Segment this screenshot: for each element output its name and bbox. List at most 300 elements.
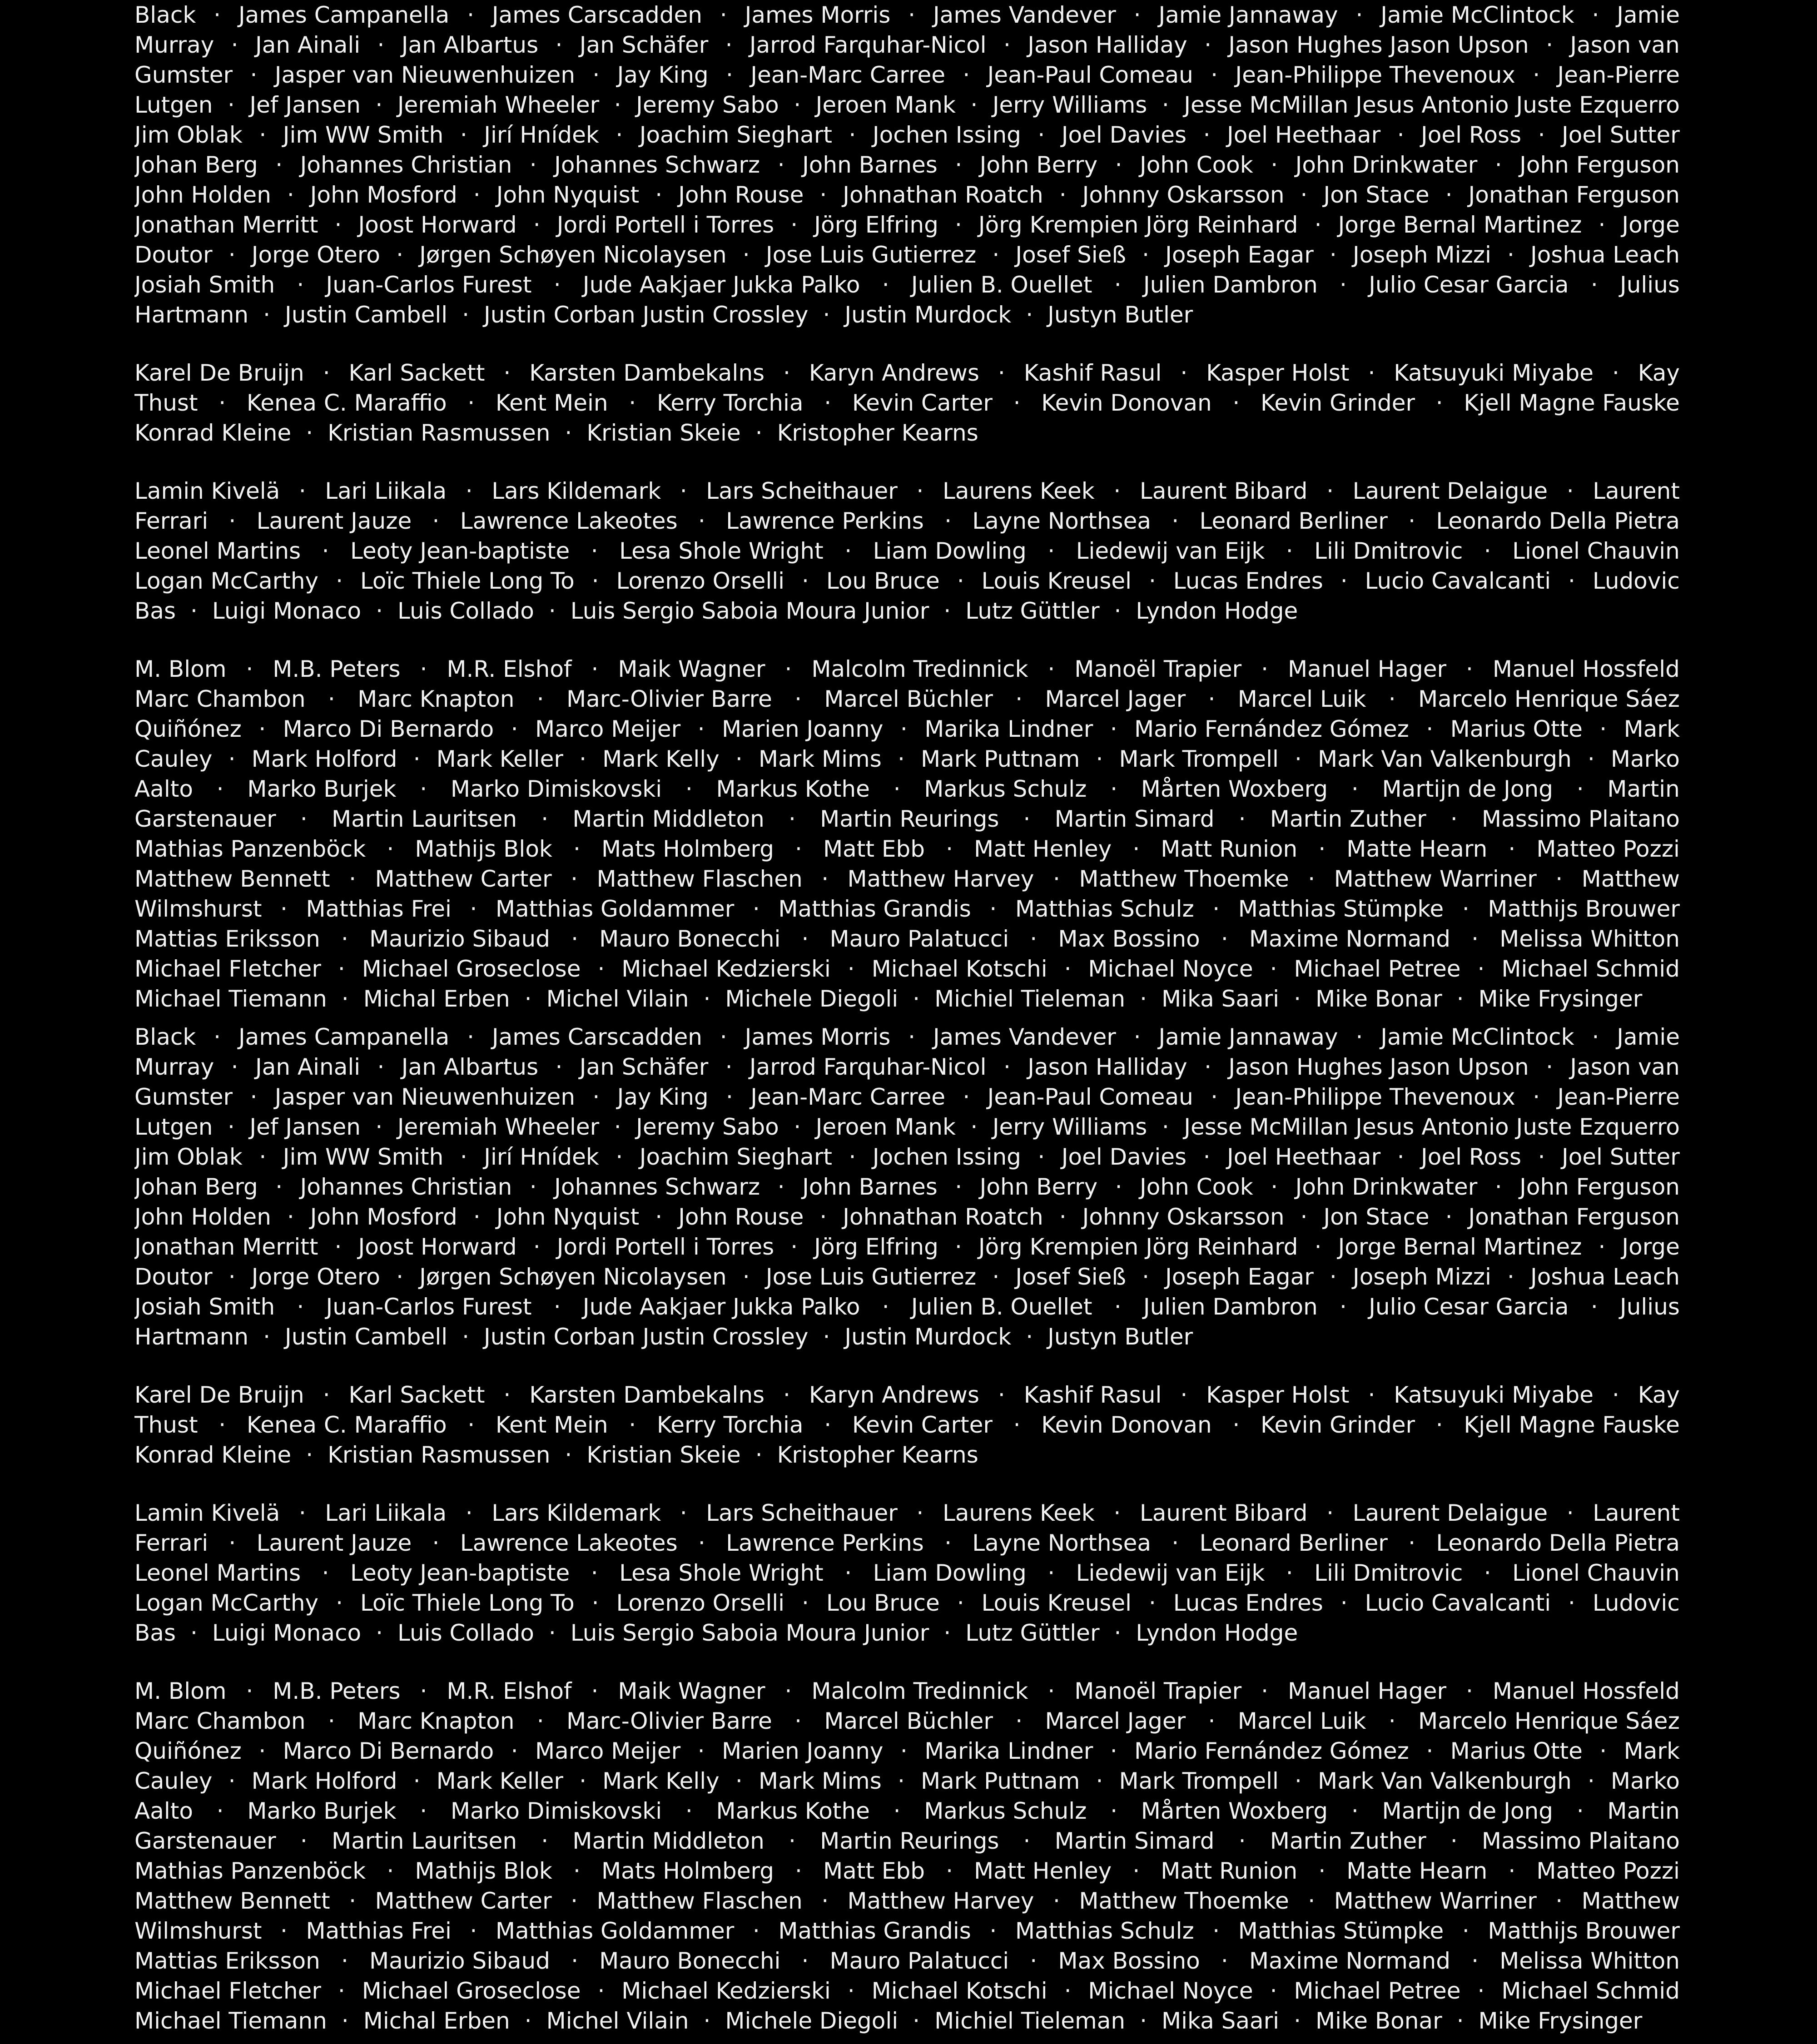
contributor-name: Lawrence Lakeotes — [460, 1530, 678, 1556]
separator-dot: · — [467, 390, 475, 416]
contributor-name: Mark Holford — [251, 746, 397, 772]
contributor-name: Jonathan Ferguson — [1468, 182, 1680, 208]
separator-dot: · — [1271, 1174, 1278, 1200]
contributor-name: Hartmann — [134, 1324, 249, 1350]
contributor-name: Katsuyuki Miyabe — [1394, 1382, 1594, 1408]
separator-dot: · — [916, 1500, 924, 1526]
contributor-name: Justin Corban Justin Crossley — [484, 302, 809, 328]
credits-line — [134, 388, 1680, 418]
contributor-name: Bas — [134, 598, 176, 624]
contributor-name: Ferrari — [134, 1530, 209, 1556]
contributor-name: Bas — [134, 1620, 176, 1646]
contributor-name: Mark Keller — [436, 746, 563, 772]
contributor-name: Lucas Endres — [1173, 1590, 1323, 1616]
separator-dot: · — [263, 302, 271, 328]
separator-dot: · — [1566, 478, 1574, 504]
contributor-name: Kjell Magne Fauske — [1464, 1412, 1680, 1438]
contributor-name: Lars Kildemark — [491, 478, 661, 504]
contributor-name: Justin Murdock — [844, 1324, 1012, 1350]
credits-line — [134, 1232, 1680, 1262]
contributor-name: Martin Reurings — [820, 806, 999, 832]
separator-dot: · — [579, 746, 586, 772]
credits-line — [134, 1052, 1680, 1082]
contributor-name: Mark Holford — [251, 1768, 397, 1794]
credits-roll-upper — [134, 0, 1680, 1022]
contributor-name: Marcel Luik — [1237, 686, 1366, 712]
contributor-name: Leonardo Della Pietra — [1436, 508, 1680, 534]
contributor-name: Marika Lindner — [924, 716, 1093, 742]
contributor-name: Jörg Elfring — [814, 1234, 938, 1260]
section-spacer — [134, 1470, 1680, 1498]
contributor-name: Julius — [1619, 1294, 1680, 1320]
separator-dot: · — [1211, 1084, 1218, 1110]
credits-line — [134, 924, 1680, 954]
contributor-name: Michael Schmid — [1501, 1978, 1680, 2004]
contributor-name: Matthew — [1581, 1888, 1680, 1914]
contributor-name: Johnny Oskarsson — [1082, 182, 1285, 208]
separator-dot: · — [1203, 1144, 1211, 1170]
credits-line — [134, 1736, 1680, 1766]
contributor-name: M.R. Elshof — [447, 656, 572, 682]
separator-dot: · — [1003, 32, 1011, 58]
separator-dot: · — [1211, 62, 1218, 88]
separator-dot: · — [1142, 242, 1149, 268]
contributor-name: Marko Dimiskovski — [450, 1798, 662, 1824]
contributor-name: Manoël Trapier — [1074, 656, 1242, 682]
contributor-name: Jean-Pierre — [1557, 62, 1680, 88]
separator-dot: · — [1598, 212, 1606, 238]
credits-line — [134, 1410, 1680, 1440]
separator-dot: · — [1261, 1678, 1269, 1704]
credits-line — [134, 476, 1680, 506]
contributor-name: Mario Fernández Gómez — [1134, 716, 1409, 742]
contributor-name: Mathijs Blok — [415, 836, 552, 862]
separator-dot: · — [1295, 1768, 1302, 1794]
contributor-name: Michael Groseclose — [362, 1978, 581, 2004]
separator-dot: · — [287, 182, 294, 208]
separator-dot: · — [893, 776, 901, 802]
separator-dot: · — [1494, 1174, 1502, 1200]
contributor-name: Kerry Torchia — [656, 390, 804, 416]
separator-dot: · — [1110, 776, 1118, 802]
contributor-name: Loïc Thiele Long To — [360, 568, 575, 594]
contributor-name: Kay — [1638, 360, 1680, 386]
contributor-name: Cauley — [134, 1768, 213, 1794]
separator-dot: · — [323, 360, 330, 386]
contributor-name: Luis Sergio Saboia Moura Junior — [570, 1620, 929, 1646]
separator-dot: · — [1368, 360, 1375, 386]
separator-dot: · — [1477, 956, 1485, 982]
contributor-name: Maik Wagner — [618, 656, 765, 682]
separator-dot: · — [697, 716, 705, 742]
contributor-name: Jesse McMillan Jesus Antonio Juste Ezquerro — [1184, 1114, 1680, 1140]
separator-dot: · — [1314, 212, 1322, 238]
contributor-name: Mårten Woxberg — [1141, 776, 1328, 802]
contributor-name: Lutgen — [134, 92, 213, 118]
contributor-name: Mathias Panzenböck — [134, 1858, 366, 1884]
contributor-name: Jose Luis Gutierrez — [765, 242, 977, 268]
contributor-name: Josef Sieß — [1015, 242, 1126, 268]
separator-dot: · — [462, 302, 470, 328]
separator-dot: · — [954, 212, 962, 238]
contributor-name: Maxime Normand — [1249, 926, 1450, 952]
contributor-name: Kenea C. Maraffio — [246, 1412, 447, 1438]
separator-dot: · — [795, 836, 802, 862]
credits-line — [134, 1588, 1680, 1618]
contributor-name: Jasper van Nieuwenhuizen — [274, 1084, 576, 1110]
contributor-name: Michael Schmid — [1501, 956, 1680, 982]
contributor-name: Matthew Warriner — [1334, 1888, 1537, 1914]
contributor-name: Joel Ross — [1421, 1144, 1522, 1170]
contributor-name: Lou Bruce — [826, 568, 940, 594]
separator-dot: · — [1507, 1264, 1514, 1290]
separator-dot: · — [571, 1888, 578, 1914]
separator-dot: · — [1113, 478, 1121, 504]
contributor-name: Martin Lauritsen — [331, 806, 517, 832]
contributor-name: Matt Henley — [974, 1858, 1112, 1884]
separator-dot: · — [1587, 746, 1595, 772]
contributor-name: Marien Joanny — [721, 1738, 884, 1764]
contributor-name: Ludovic — [1592, 568, 1680, 594]
contributor-name: Michiel Tieleman — [934, 986, 1126, 1012]
contributor-name: Mark Puttnam — [920, 746, 1080, 772]
contributor-name: Julio Cesar Garcia — [1369, 1294, 1569, 1320]
contributor-name: Matthew Carter — [375, 1888, 552, 1914]
contributor-name: Jorge Bernal Martinez — [1338, 1234, 1582, 1260]
contributor-name: Marcel Büchler — [824, 1708, 993, 1734]
credits-line — [134, 596, 1680, 626]
contributor-name: Matt Runion — [1161, 836, 1298, 862]
contributor-name: Jochen Issing — [872, 1144, 1021, 1170]
separator-dot: · — [592, 1084, 600, 1110]
separator-dot: · — [1132, 1858, 1140, 1884]
separator-dot: · — [597, 1978, 605, 2004]
separator-dot: · — [629, 390, 636, 416]
contributor-name: Lucas Endres — [1173, 568, 1323, 594]
separator-dot: · — [1114, 1620, 1122, 1646]
contributor-name: Martin Simard — [1054, 1828, 1215, 1854]
separator-dot: · — [228, 1264, 236, 1290]
separator-dot: · — [1052, 866, 1060, 892]
contributor-name: Matthew Bennett — [134, 1888, 330, 1914]
separator-dot: · — [944, 508, 952, 534]
contributor-name: Jean-Pierre — [1557, 1084, 1680, 1110]
separator-dot: · — [955, 152, 963, 178]
contributor-name: Joel Sutter — [1561, 122, 1680, 148]
contributor-name: Jan Schäfer — [579, 32, 709, 58]
separator-dot: · — [1110, 1798, 1118, 1824]
contributor-name: James Vandever — [933, 2, 1116, 28]
separator-dot: · — [597, 956, 605, 982]
contributor-name: Michel Vilain — [546, 2008, 689, 2034]
credits-line — [134, 1976, 1680, 2006]
separator-dot: · — [190, 1620, 198, 1646]
contributor-name: Matthias Frei — [306, 896, 452, 922]
contributor-name: Michael Groseclose — [362, 956, 581, 982]
separator-dot: · — [338, 1978, 345, 2004]
separator-dot: · — [989, 896, 997, 922]
contributor-name: Jorge — [1622, 212, 1680, 238]
separator-dot: · — [614, 1114, 621, 1140]
separator-dot: · — [1026, 1324, 1033, 1350]
contributor-name: Luis Collado — [397, 1620, 534, 1646]
separator-dot: · — [328, 1708, 335, 1734]
contributor-name: Justin Corban Justin Crossley — [484, 1324, 809, 1350]
separator-dot: · — [460, 1144, 467, 1170]
separator-dot: · — [1576, 776, 1584, 802]
contributor-name: Marcel Jager — [1045, 686, 1186, 712]
contributor-name: Michael Noyce — [1088, 956, 1253, 982]
separator-dot: · — [821, 866, 829, 892]
contributor-name: Mika Saari — [1161, 2008, 1280, 2034]
contributor-name: Jan Ainali — [255, 32, 361, 58]
contributor-name: Jorge — [1622, 1234, 1680, 1260]
separator-dot: · — [300, 806, 308, 832]
separator-dot: · — [784, 1678, 792, 1704]
contributor-name: Juan-Carlos Furest — [326, 1294, 532, 1320]
separator-dot: · — [1208, 1708, 1216, 1734]
contributor-name: Gumster — [134, 1084, 233, 1110]
credits-line — [134, 1706, 1680, 1736]
separator-dot: · — [228, 1768, 236, 1794]
contributor-name: Lars Scheithauer — [706, 1500, 898, 1526]
separator-dot: · — [1064, 956, 1072, 982]
separator-dot: · — [1142, 1264, 1149, 1290]
contributor-name: Mark Puttnam — [920, 1768, 1080, 1794]
separator-dot: · — [259, 1144, 267, 1170]
separator-dot: · — [1340, 272, 1347, 298]
separator-dot: · — [1064, 1978, 1072, 2004]
separator-dot: · — [228, 1530, 236, 1556]
separator-dot: · — [916, 478, 924, 504]
credits-line — [134, 1292, 1680, 1322]
separator-dot: · — [190, 598, 198, 624]
separator-dot: · — [258, 716, 266, 742]
contributor-name: Matthew Bennett — [134, 866, 330, 892]
separator-dot: · — [1300, 182, 1308, 208]
contributor-name: Murray — [134, 1054, 214, 1080]
contributor-name: Matthias Goldammer — [495, 896, 735, 922]
credits-line — [134, 1558, 1680, 1588]
contributor-name: Michael Tiemann — [134, 2008, 327, 2034]
separator-dot: · — [420, 1678, 427, 1704]
contributor-name: Lawrence Perkins — [726, 508, 924, 534]
separator-dot: · — [1114, 272, 1122, 298]
contributor-name: Mike Bonar — [1315, 2008, 1442, 2034]
contributor-name: Leoty Jean-baptiste — [350, 1560, 570, 1586]
separator-dot: · — [680, 1500, 687, 1526]
contributor-name: Michael Petree — [1294, 1978, 1461, 2004]
contributor-name: Kerry Torchia — [656, 1412, 804, 1438]
credits-line — [134, 1322, 1680, 1352]
contributor-name: James Campanella — [238, 1024, 450, 1050]
separator-dot: · — [1426, 1738, 1434, 1764]
contributor-name: Mats Holmberg — [601, 836, 774, 862]
contributor-name: Mike Frysinger — [1478, 2008, 1643, 2034]
contributor-name: Jonathan Merritt — [134, 1234, 318, 1260]
credits-line — [134, 1916, 1680, 1946]
separator-dot: · — [725, 1054, 733, 1080]
credits-line — [134, 1618, 1680, 1648]
contributor-name: Black — [134, 2, 196, 28]
contributor-name: Markus Schulz — [924, 1798, 1087, 1824]
contributor-name: Jan Ainali — [255, 1054, 361, 1080]
contributor-name: Jason Halliday — [1028, 1054, 1187, 1080]
separator-dot: · — [1308, 1888, 1316, 1914]
contributor-name: Karsten Dambekalns — [529, 360, 765, 386]
contributor-name: Jim Oblak — [134, 122, 243, 148]
separator-dot: · — [573, 1858, 581, 1884]
separator-dot: · — [720, 1024, 727, 1050]
contributor-name: Mauro Bonecchi — [599, 926, 781, 952]
separator-dot: · — [336, 1590, 343, 1616]
contributor-name: John Barnes — [802, 1174, 938, 1200]
contributor-name: Kristian Skeie — [586, 1442, 741, 1468]
credits-line — [134, 804, 1680, 834]
separator-dot: · — [473, 1204, 481, 1230]
separator-dot: · — [213, 1024, 221, 1050]
separator-dot: · — [591, 1590, 599, 1616]
contributor-name: Lorenzo Orselli — [616, 568, 785, 594]
separator-dot: · — [697, 1738, 705, 1764]
separator-dot: · — [755, 1442, 763, 1468]
credits-line — [134, 1528, 1680, 1558]
separator-dot: · — [396, 1264, 403, 1290]
separator-dot: · — [227, 1114, 235, 1140]
separator-dot: · — [413, 1768, 421, 1794]
contributor-name: Doutor — [134, 1264, 213, 1290]
contributor-name: Matt Ebb — [823, 836, 925, 862]
separator-dot: · — [946, 836, 953, 862]
contributor-name: Thust — [134, 390, 198, 416]
contributor-name: Johannes Schwarz — [554, 152, 760, 178]
contributor-name: Josef Sieß — [1015, 1264, 1126, 1290]
separator-dot: · — [548, 598, 556, 624]
contributor-name: Karl Sackett — [348, 360, 485, 386]
contributor-name: Luis Collado — [397, 598, 534, 624]
contributor-name: Kevin Grinder — [1261, 1412, 1415, 1438]
contributor-name: Mark Trompell — [1119, 1768, 1279, 1794]
separator-dot: · — [1546, 1054, 1553, 1080]
contributor-name: Martin Simard — [1054, 806, 1215, 832]
contributor-name: Markus Schulz — [924, 776, 1087, 802]
contributor-name: Kent Mein — [495, 1412, 608, 1438]
contributor-name: Marika Lindner — [924, 1738, 1093, 1764]
separator-dot: · — [1133, 1024, 1141, 1050]
separator-dot: · — [555, 32, 563, 58]
contributor-name: Jean-Marc Carree — [750, 62, 945, 88]
contributor-name: Kent Mein — [495, 390, 608, 416]
separator-dot: · — [375, 1114, 383, 1140]
separator-dot: · — [529, 152, 537, 178]
separator-dot: · — [280, 896, 288, 922]
contributor-name: Mark Trompell — [1119, 746, 1279, 772]
separator-dot: · — [565, 420, 572, 446]
contributor-name: Manuel Hager — [1288, 1678, 1447, 1704]
separator-dot: · — [1232, 390, 1240, 416]
contributor-name: Julien Dambron — [1143, 1294, 1318, 1320]
separator-dot: · — [1270, 1978, 1277, 2004]
contributor-name: Quiñónez — [134, 716, 242, 742]
contributor-name: Aalto — [134, 1798, 193, 1824]
separator-dot: · — [1114, 1294, 1122, 1320]
separator-dot: · — [777, 1174, 785, 1200]
contributor-name: Joel Ross — [1421, 122, 1522, 148]
separator-dot: · — [725, 1084, 733, 1110]
contributor-name: Michal Erben — [363, 986, 510, 1012]
credits-list — [134, 0, 1680, 1014]
separator-dot: · — [1172, 508, 1179, 534]
credits-line — [134, 1766, 1680, 1796]
separator-dot: · — [1555, 1888, 1563, 1914]
contributor-name: Jerry Williams — [992, 1114, 1147, 1140]
contributor-name: Laurent Bibard — [1139, 1500, 1308, 1526]
contributor-name: Johnathan Roatch — [843, 1204, 1043, 1230]
contributor-name: Marius Otte — [1450, 716, 1583, 742]
contributor-name: John Cook — [1140, 152, 1253, 178]
contributor-name: Michael Tiemann — [134, 986, 327, 1012]
contributor-name: John Drinkwater — [1295, 1174, 1478, 1200]
separator-dot: · — [300, 1828, 308, 1854]
contributor-name: Michal Erben — [363, 2008, 510, 2034]
separator-dot: · — [1435, 1412, 1443, 1438]
contributor-name: Joseph Eagar — [1165, 1264, 1314, 1290]
separator-dot: · — [794, 686, 802, 712]
contributor-name: John Rouse — [678, 182, 804, 208]
separator-dot: · — [755, 420, 763, 446]
separator-dot: · — [819, 182, 827, 208]
contributor-name: Jonathan Ferguson — [1468, 1204, 1680, 1230]
contributor-name: Joel Sutter — [1561, 1144, 1680, 1170]
contributor-name: Mathias Panzenböck — [134, 836, 366, 862]
separator-dot: · — [1471, 1948, 1479, 1974]
separator-dot: · — [998, 360, 1005, 386]
contributor-name: Joost Horward — [358, 212, 517, 238]
contributor-name: Marco Meijer — [535, 1738, 681, 1764]
separator-dot: · — [218, 390, 226, 416]
separator-dot: · — [413, 746, 421, 772]
credits-list — [134, 1022, 1680, 2036]
separator-dot: · — [900, 1738, 908, 1764]
contributor-name: Marcelo Henrique Sáez — [1418, 686, 1680, 712]
separator-dot: · — [1114, 598, 1122, 624]
contributor-name: Manuel Hager — [1288, 656, 1447, 682]
contributor-name: Marc-Olivier Barre — [566, 686, 772, 712]
contributor-name: Martin — [1607, 776, 1680, 802]
contributor-name: Liedewij van Eijk — [1076, 1560, 1265, 1586]
separator-dot: · — [1110, 1738, 1117, 1764]
credits-line — [134, 1946, 1680, 1976]
separator-dot: · — [250, 1084, 258, 1110]
separator-dot: · — [503, 360, 511, 386]
separator-dot: · — [1286, 1560, 1293, 1586]
separator-dot: · — [579, 1768, 586, 1794]
separator-dot: · — [783, 360, 790, 386]
separator-dot: · — [1388, 686, 1396, 712]
contributor-name: Mats Holmberg — [601, 1858, 774, 1884]
separator-dot: · — [1113, 1500, 1121, 1526]
contributor-name: Jeremiah Wheeler — [397, 1114, 600, 1140]
contributor-name: Matthew Thoemke — [1079, 866, 1289, 892]
separator-dot: · — [338, 956, 345, 982]
separator-dot: · — [655, 182, 663, 208]
separator-dot: · — [336, 568, 343, 594]
separator-dot: · — [1132, 836, 1140, 862]
contributor-name: Kristian Skeie — [586, 420, 741, 446]
separator-dot: · — [908, 2, 916, 28]
contributor-name: Mike Bonar — [1315, 986, 1442, 1012]
contributor-name: Jesse McMillan Jesus Antonio Juste Ezquerro — [1184, 92, 1680, 118]
